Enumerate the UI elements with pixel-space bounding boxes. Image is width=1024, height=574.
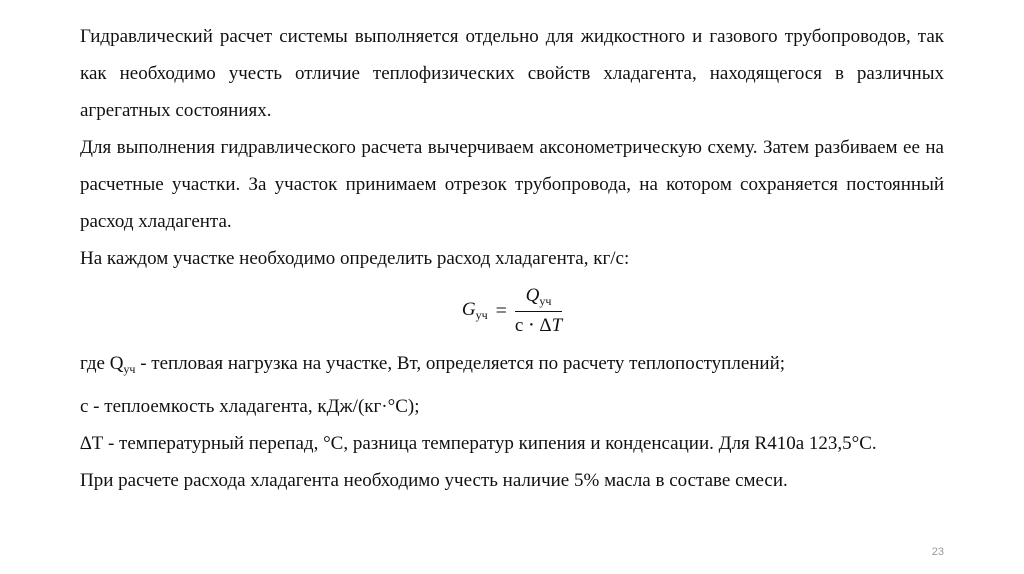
note-oil: При расчете расхода хладагента необходимо учесть наличие 5% масла в составе смеси. bbox=[80, 470, 788, 491]
slide-content bbox=[80, 18, 944, 499]
paragraph-flow: На каждом участке необходимо определить расход хладагента, кг/с: bbox=[80, 248, 630, 269]
definition-q: где $Q_{уч}$ - тепловая нагрузка на участке, Вт, определяется по расчету теплопоступлений; bbox=[80, 353, 786, 376]
page-number: 23 bbox=[931, 546, 944, 558]
formula-lhs-subscript: уч bbox=[475, 308, 488, 322]
formula-lhs: $G_{уч}$ bbox=[461, 299, 488, 322]
paragraph-intro: Гидравлический расчет системы выполняется отдельно для жидкостного и газового трубопроводов, так как необходимо учесть отличие теплофизических свойств хладагента, находящегося в различных агрегатных состояниях. bbox=[80, 26, 944, 121]
definition-c: с - теплоемкость хладагента, кДж/(кг·°С); bbox=[80, 396, 420, 417]
formula-fraction bbox=[515, 285, 562, 337]
flow-formula bbox=[80, 277, 944, 345]
formula-numerator: $Q_{уч}$ bbox=[525, 285, 552, 308]
paragraph-scheme: Для выполнения гидравлического расчета вычерчиваем аксонометрическую схему. Затем разбиваем ее на расчетные участки. За участок принимаем отрезок трубопровода, на котором сохраняется постоянный расход хладагента. bbox=[80, 137, 944, 232]
formula-equals: = bbox=[495, 299, 507, 322]
formula-denominator: с ⋅ ΔT bbox=[514, 315, 563, 336]
definition-q-subscript: уч bbox=[123, 362, 136, 376]
formula-numerator-subscript: уч bbox=[539, 294, 552, 308]
definition-delta-t: ∆Т - температурный перепад, °С, разница температур кипения и конденсации. Для R410а 123,5°С. bbox=[80, 433, 877, 454]
